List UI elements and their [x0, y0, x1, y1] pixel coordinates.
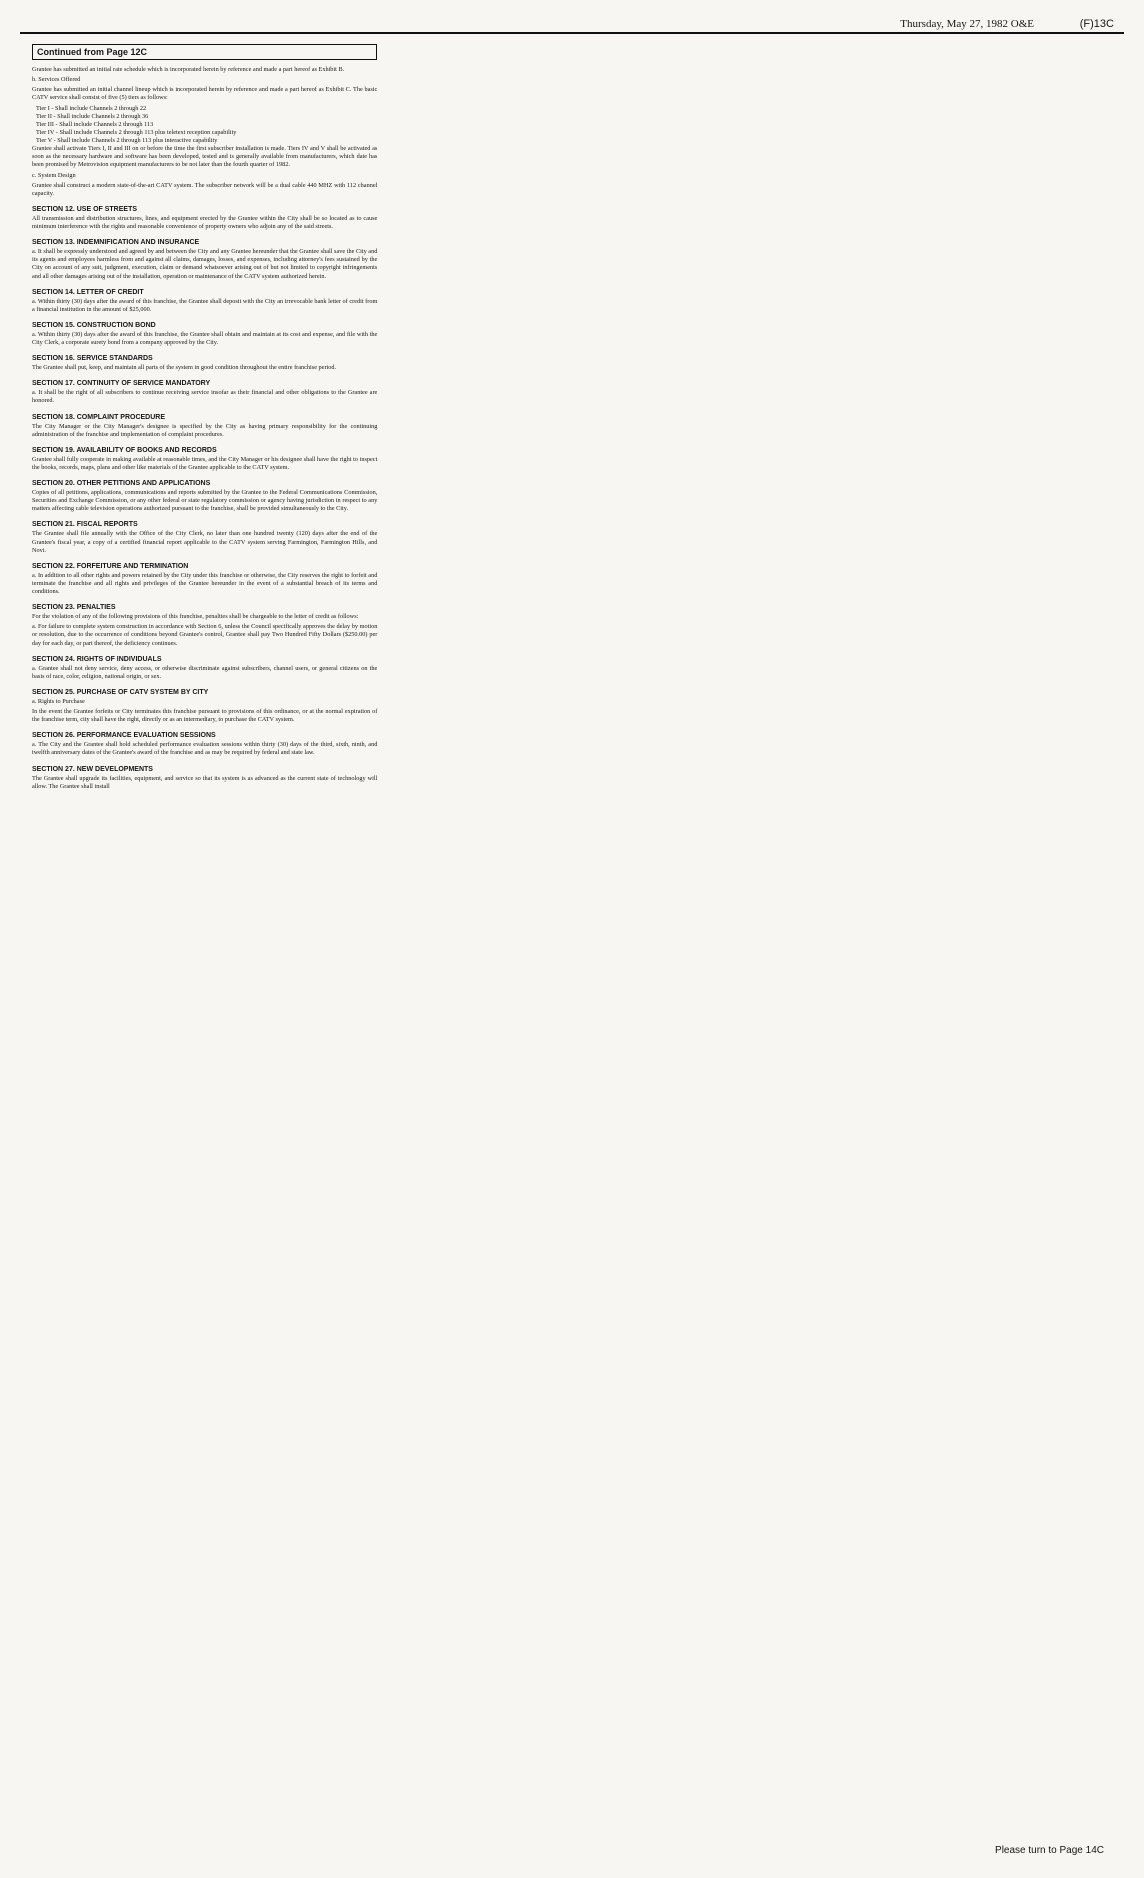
section-paragraph: a. Grantee shall not deny service, deny access, or otherwise discriminate against subscribers, channel users, or general citizens on the basis of race, color, religion, national origin, or sex.: [32, 664, 378, 680]
section-paragraph: a. Within thirty (30) days after the award of this franchise, the Grantee shall deposit with the City an irrevocable bank letter of credit from a financial institution in the amount of $25,000.: [32, 297, 378, 313]
section-heading: SECTION 21. FISCAL REPORTS: [32, 521, 138, 529]
section-heading: SECTION 15. CONSTRUCTION BOND: [32, 321, 156, 329]
section-paragraph: Grantee has submitted an initial rate schedule which is incorporated herein by reference and made a part hereof as Exhibit B.: [32, 66, 345, 73]
section-paragraph: c. System Design: [32, 171, 76, 179]
section-paragraph: Grantee shall activate Tiers I, II and III on or before the time the first subscriber installation is made. Tiers IV and V shall be activated as soon as the necessary hardware and software has been developed, tested and is generally available from manufacturers, which date has been promised by Metrovision equipment manufacturers to be not later than the fourth quarter of 1982.: [32, 145, 378, 169]
sections-container: [32, 66, 377, 791]
masthead-rule: [20, 32, 1124, 34]
article-columns: [32, 44, 1112, 1834]
section-heading: SECTION 16. SERVICE STANDARDS: [32, 355, 153, 363]
section-heading: SECTION 27. NEW DEVELOPMENTS: [32, 765, 153, 773]
masthead: [20, 4, 1124, 30]
section-paragraph: All transmission and distribution structures, lines, and equipment erected by the Grantee within the City shall be so located as to cause minimum interference with the rights and reasonable convenience of property owners who adjoin any of the said streets.: [32, 214, 378, 230]
service-tier-item: Tier I - Shall include Channels 2 through 22: [36, 104, 147, 112]
section-paragraph: The Grantee shall file annually with the Office of the City Clerk, no later than one hundred twenty (120) days after the end of the Grantee's fiscal year, a copy of a certified financial report applicable to the CATV system serving Farmington, Farmington Hills, and Novi.: [32, 530, 378, 554]
section-heading: SECTION 26. PERFORMANCE EVALUATION SESSIONS: [32, 732, 216, 740]
section-paragraph: Grantee shall construct a modern state-of-the-art CATV system. The subscriber network will be a dual cable 440 MHZ with 112 channel capacity.: [32, 181, 378, 197]
section-heading: SECTION 20. OTHER PETITIONS AND APPLICATIONS: [32, 480, 211, 487]
turn-page-note[interactable]: Please turn to Page 14C: [995, 1845, 1104, 1856]
section-heading: SECTION 24. RIGHTS OF INDIVIDUALS: [32, 655, 162, 663]
section-paragraph: In the event the Grantee forfeits or City terminates this franchise pursuant to provisions of this ordinance, or at the normal expiration of the franchise term, city shall have the right, directly or as an intermediary, to purchase the CATV system.: [32, 708, 378, 724]
continued-from-label: Continued from Page 12C: [32, 44, 377, 60]
section-paragraph: a. Rights to Purchase: [32, 697, 85, 705]
issue-date: Thursday, May 27, 1982 O&E: [900, 18, 1034, 30]
section-paragraph: Grantee shall fully cooperate in making available at reasonable times, and the City Manager or his designee shall have the right to inspect the books, records, maps, plans and other like materials of the Grantee applicable to the CATV system.: [32, 455, 378, 471]
section-paragraph: For the violation of any of the following provisions of this franchise, penalties shall be chargeable to the letter of credit as follows:: [32, 613, 359, 621]
section-paragraph: a. Within thirty (30) days after the award of this franchise, the Grantee shall obtain and maintain at its cost and expense, and file with the City Clerk, a corporate surety bond from a company approved by the City.: [32, 330, 378, 346]
section-heading: SECTION 17. CONTINUITY OF SERVICE MANDATORY: [32, 380, 211, 388]
section-heading: SECTION 23. PENALTIES: [32, 604, 116, 612]
section-paragraph: The City Manager or the City Manager's designee is specified by the City as having primary responsibility for the continuing administration of the franchise and implementation of complaint procedures.: [32, 422, 378, 438]
section-paragraph: The Grantee shall put, keep, and maintain all parts of the system in good condition throughout the entire franchise period.: [32, 364, 337, 372]
section-heading: SECTION 25. PURCHASE OF CATV SYSTEM BY CITY: [32, 688, 209, 696]
section-heading: SECTION 14. LETTER OF CREDIT: [32, 288, 144, 296]
section-heading: SECTION 12. USE OF STREETS: [32, 205, 138, 213]
section-paragraph: a. The City and the Grantee shall hold scheduled performance evaluation sessions within thirty (30) days of the third, sixth, ninth, and twelfth anniversary dates of the Grantee's award of the franchise and as may be required by federal and state law.: [32, 741, 378, 757]
section-paragraph: The Grantee shall upgrade its facilities, equipment, and service so that its system is as advanced as the current state of technology will allow. The Grantee shall install: [32, 774, 378, 790]
section-paragraph: b. Services Offered: [32, 76, 81, 84]
section-heading: SECTION 22. FORFEITURE AND TERMINATION: [32, 562, 189, 570]
service-tier-item: Tier III - Shall include Channels 2 through 113: [36, 120, 154, 128]
section-heading: SECTION 19. AVAILABILITY OF BOOKS AND RECORDS: [32, 446, 217, 454]
section-paragraph: a. In addition to all other rights and powers retained by the City under this franchise or otherwise, the City reserves the right to forfeit and terminate the franchise and all rights and privileges of the Grantee hereunder in the event of a substantial breach of its terms and conditions.: [32, 571, 378, 595]
service-tier-item: Tier II - Shall include Channels 2 through 36: [36, 112, 149, 120]
service-tier-item: Tier V - Shall include Channels 2 through 113 plus interactive capability: [36, 137, 218, 144]
section-paragraph: Copies of all petitions, applications, communications and reports submitted by the Grantee to the Federal Communications Commission, Securities and Exchange Commission, or any other federal or state regulatory commission or agency having jurisdiction in respect to any matters affecting cable television operations authorized pursuant to the franchise, shall be provided simultaneously to the City.: [32, 489, 378, 513]
section-paragraph: a. For failure to complete system construction in accordance with Section 6, unless the Council specifically approves the delay by motion or resolution, due to the occurrence of conditions beyond Grantee's control, Grantee shall pay Two Hundred Fifty Dollars ($250.00) per day for each day, or part thereof, the deficiency continues.: [32, 623, 378, 647]
service-tier-item: Tier IV - Shall include Channels 2 through 113 plus teletext reception capability: [36, 128, 237, 136]
section-paragraph: a. It shall be expressly understood and agreed by and between the City and any Grantee hereunder that the Grantee shall save the City and its agents and employees harmless from and against all claims, damages, losses, and expenses, including attorney's fees sustained by the City on account of any suit, judgment, execution, claim or demand whatsoever arising out of but not limited to copyright infringements and all other damages arising out of the installation, operation or maintenance of the CATV system authorized herein.: [32, 248, 378, 280]
section-heading: SECTION 18. COMPLAINT PROCEDURE: [32, 413, 166, 421]
section-heading: SECTION 13. INDEMNIFICATION AND INSURANCE: [32, 239, 200, 247]
page-number: (F)13C: [1079, 18, 1114, 30]
section-paragraph: a. It shall be the right of all subscribers to continue receiving service insofar as their financial and other obligations to the Grantee are honored.: [32, 389, 378, 405]
section-paragraph: Grantee has submitted an initial channel lineup which is incorporated herein by reference and made a part hereof as Exhibit C. The basic CATV service shall consist of five (5) tiers as follows:: [32, 86, 378, 102]
